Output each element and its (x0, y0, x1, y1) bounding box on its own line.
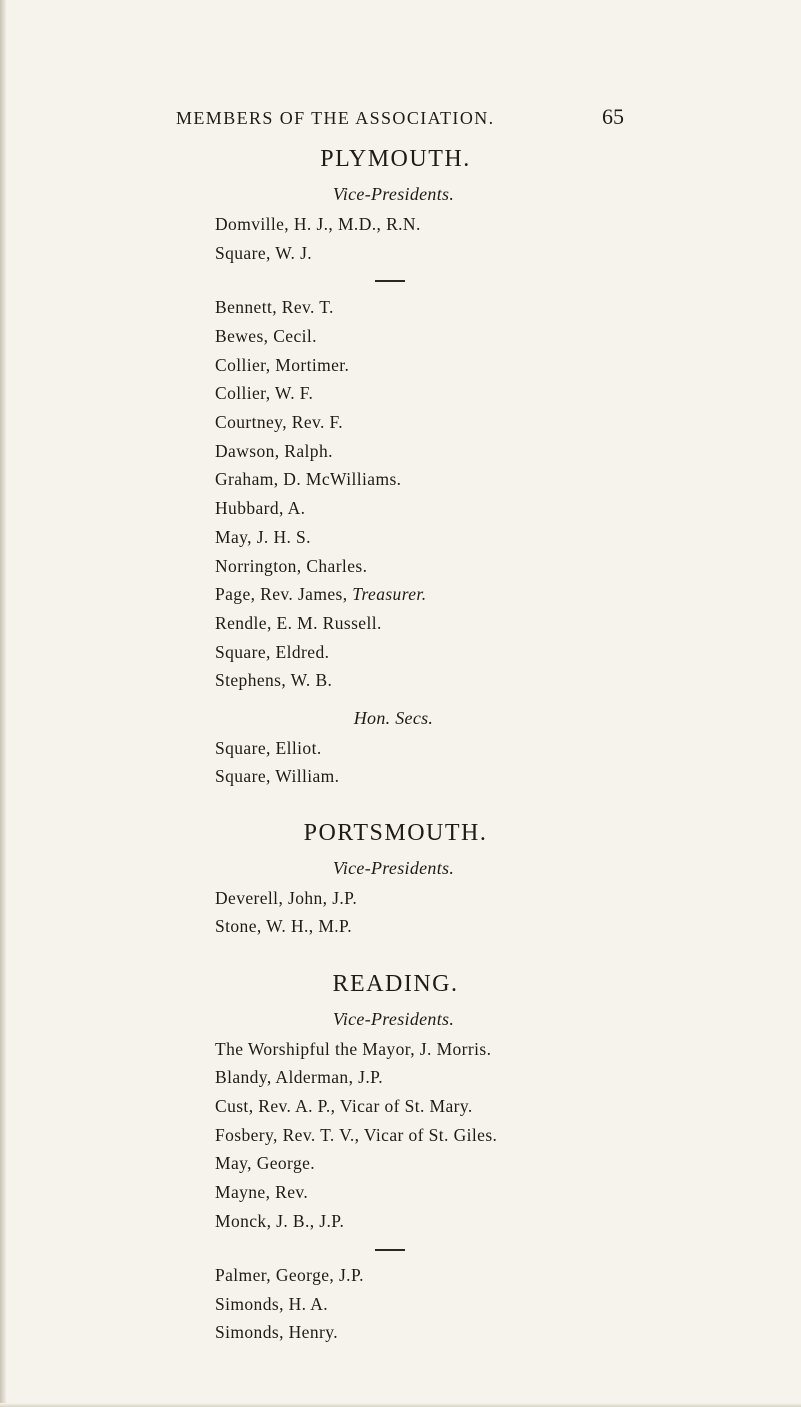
section-title-plymouth-text: PLYMOUTH. (320, 146, 471, 172)
reading-vice-president: Fosbery, Rev. T. V., Vicar of St. Giles. (215, 1125, 498, 1145)
plymouth-member: Collier, Mortimer. (215, 355, 350, 375)
plymouth-member: Square, Eldred. (215, 642, 330, 662)
reading-member: Simonds, H. A. (215, 1294, 329, 1314)
divider-rule (375, 1249, 405, 1251)
plymouth-member: Norrington, Charles. (215, 556, 368, 576)
section-title-reading-text: READING. (332, 971, 459, 997)
running-head-title: MEMBERS OF THE ASSOCIATION. (176, 108, 495, 128)
portsmouth-vice-presidents-heading (0, 858, 801, 879)
portsmouth-vice-presidents-heading-text: Vice-Presidents. (332, 858, 455, 878)
running-head (176, 104, 624, 130)
reading-vice-president: May, George. (215, 1153, 316, 1173)
plymouth-hon-secs-heading (0, 708, 801, 729)
reading-vice-president: Mayne, Rev. (215, 1182, 309, 1202)
section-title-portsmouth-text: PORTSMOUTH. (303, 820, 488, 846)
reading-vice-president: Cust, Rev. A. P., Vicar of St. Mary. (215, 1096, 473, 1116)
plymouth-member: Bennett, Rev. T. (215, 297, 334, 317)
plymouth-member: Graham, D. McWilliams. (215, 469, 402, 489)
reading-member: Palmer, George, J.P. (215, 1265, 364, 1285)
plymouth-hon-secs-heading-text: Hon. Secs. (353, 708, 434, 728)
reading-member: Simonds, Henry. (215, 1322, 338, 1342)
portsmouth-vice-president: Stone, W. H., M.P. (215, 916, 353, 936)
plymouth-treasurer-name: Page, Rev. James, (215, 584, 348, 604)
portsmouth-vice-president: Deverell, John, J.P. (215, 888, 358, 908)
plymouth-hon-sec: Square, Elliot. (215, 738, 322, 758)
reading-vice-president: Monck, J. B., J.P. (215, 1211, 345, 1231)
reading-vice-presidents-heading (0, 1009, 801, 1030)
plymouth-vice-president: Domville, H. J., M.D., R.N. (215, 214, 421, 234)
divider-rule (375, 280, 405, 282)
plymouth-vice-presidents-heading (0, 184, 801, 205)
plymouth-treasurer-role: Treasurer. (352, 584, 427, 604)
plymouth-member: Rendle, E. M. Russell. (215, 613, 382, 633)
reading-vice-presidents-heading-text: Vice-Presidents. (332, 1009, 455, 1029)
plymouth-member: Dawson, Ralph. (215, 441, 333, 461)
page-binding-edge (0, 0, 6, 1407)
plymouth-member: Courtney, Rev. F. (215, 412, 344, 432)
plymouth-member: Collier, W. F. (215, 383, 314, 403)
plymouth-vice-president: Square, W. J. (215, 243, 313, 263)
plymouth-member: Hubbard, A. (215, 498, 306, 518)
plymouth-member: Stephens, W. B. (215, 670, 333, 690)
page-number: 65 (602, 104, 624, 129)
section-title-portsmouth (0, 820, 801, 847)
section-title-plymouth (0, 146, 801, 173)
plymouth-hon-sec: Square, William. (215, 766, 340, 786)
page-bottom-edge (0, 1403, 801, 1407)
plymouth-vice-presidents-heading-text: Vice-Presidents. (332, 184, 455, 204)
plymouth-member: May, J. H. S. (215, 527, 311, 547)
reading-vice-president: The Worshipful the Mayor, J. Morris. (215, 1039, 492, 1059)
plymouth-treasurer (215, 584, 426, 605)
reading-vice-president: Blandy, Alderman, J.P. (215, 1067, 384, 1087)
section-title-reading (0, 971, 801, 998)
plymouth-member: Bewes, Cecil. (215, 326, 317, 346)
